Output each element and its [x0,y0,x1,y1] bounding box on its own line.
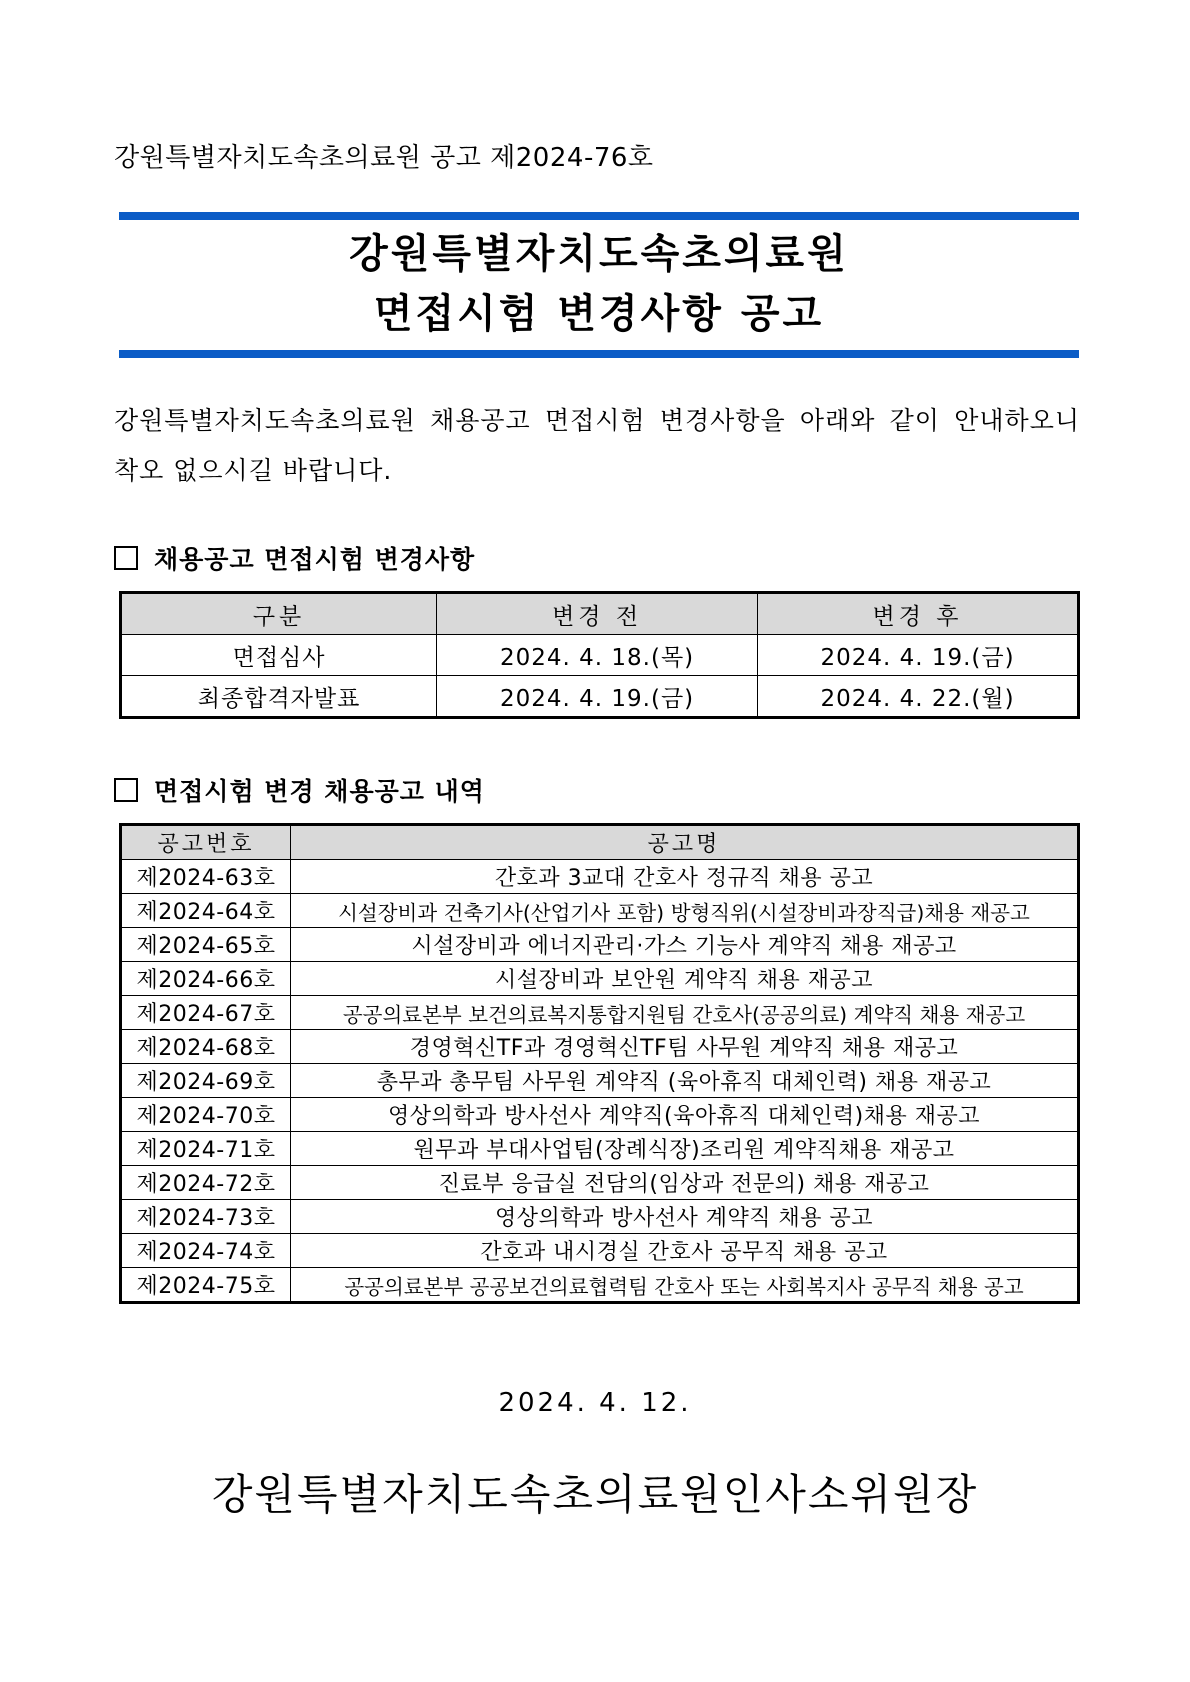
change-cell-after: 2024. 4. 22.(월) [758,676,1079,718]
title-box [119,212,1079,358]
issuing-authority: 강원특별자치도속초의료원인사소위원장 [211,1470,979,1519]
announcement-name: 시설장비과 보안원 계약직 채용 재공고 [291,962,1079,996]
table-row [121,860,1079,894]
title-top-rule [119,212,1079,220]
announcement-name: 영상의학과 방사선사 계약직 채용 공고 [291,1200,1079,1234]
table-row [121,1132,1079,1166]
announcement-name: 간호과 내시경실 간호사 공무직 채용 공고 [291,1234,1079,1268]
announcement-name: 시설장비과 에너지관리·가스 기능사 계약직 채용 재공고 [291,928,1079,962]
table-row [121,962,1079,996]
title-line-2: 면접시험 변경사항 공고 [373,291,825,337]
announcement-name: 공공의료본부 공공보건의료협력팀 간호사 또는 사회복지사 공무직 채용 공고 [291,1268,1079,1303]
intro-paragraph: 강원특별자치도속초의료원 채용공고 면접시험 변경사항을 아래와 같이 안내하오니 착오 없으시길 바랍니다. [114,406,1080,485]
table-row [121,676,1079,718]
change-cell-category: 최종합격자발표 [121,676,437,718]
table-row [121,1166,1079,1200]
change-header-category: 구분 [121,593,437,635]
change-table-header [121,593,1079,635]
announcement-header-number: 공고번호 [121,825,291,860]
announcement-number: 제2024-74호 [121,1234,291,1268]
table-row [121,1098,1079,1132]
change-header-after: 변경 후 [758,593,1079,635]
change-cell-before: 2024. 4. 19.(금) [437,676,758,718]
issue-date: 2024. 4. 12. [498,1388,692,1418]
checkbox-square-icon [114,778,138,802]
announcement-name: 원무과 부대사업팀(장례식장)조리원 계약직채용 재공고 [291,1132,1079,1166]
announcement-name: 공공의료본부 보건의료복지통합지원팀 간호사(공공의료) 계약직 채용 재공고 [291,996,1079,1030]
section-1-heading [114,540,475,576]
announcement-name: 경영혁신TF과 경영혁신TF팀 사무원 계약직 채용 재공고 [291,1030,1079,1064]
announcement-name: 진료부 응급실 전담의(임상과 전문의) 채용 재공고 [291,1166,1079,1200]
table-row [121,996,1079,1030]
table-row [121,1268,1079,1303]
announcement-number: 제2024-70호 [121,1098,291,1132]
page-title [119,220,1079,350]
announcement-number: 제2024-63호 [121,860,291,894]
notice-number: 강원특별자치도속초의료원 공고 제2024-76호 [114,143,654,173]
announcement-header-name: 공고명 [291,825,1079,860]
announcement-name: 간호과 3교대 간호사 정규직 채용 공고 [291,860,1079,894]
section-2-heading [114,772,485,808]
announcement-name: 시설장비과 건축기사(산업기사 포함) 방형직위(시설장비과장직급)채용 재공고 [291,894,1079,928]
table-row [121,635,1079,676]
title-bottom-rule [119,350,1079,358]
announcement-number: 제2024-73호 [121,1200,291,1234]
title-line-1: 강원특별자치도속초의료원 [349,231,849,277]
table-row [121,894,1079,928]
announcement-number: 제2024-66호 [121,962,291,996]
announcement-number: 제2024-75호 [121,1268,291,1303]
announcement-table-header [121,825,1079,860]
change-table [119,591,1080,719]
announcement-number: 제2024-64호 [121,894,291,928]
announcement-number: 제2024-71호 [121,1132,291,1166]
table-row [121,1234,1079,1268]
change-cell-after: 2024. 4. 19.(금) [758,635,1079,676]
table-row [121,1064,1079,1098]
checkbox-square-icon [114,546,138,570]
announcement-number: 제2024-65호 [121,928,291,962]
table-row [121,1200,1079,1234]
announcement-number: 제2024-68호 [121,1030,291,1064]
table-row [121,1030,1079,1064]
announcement-number: 제2024-69호 [121,1064,291,1098]
announcement-name: 영상의학과 방사선사 계약직(육아휴직 대체인력)채용 재공고 [291,1098,1079,1132]
announcement-name: 총무과 총무팀 사무원 계약직 (육아휴직 대체인력) 채용 재공고 [291,1064,1079,1098]
announcement-number: 제2024-67호 [121,996,291,1030]
section-2-heading-text: 면접시험 변경 채용공고 내역 [154,777,485,806]
change-header-before: 변경 전 [437,593,758,635]
change-cell-category: 면접심사 [121,635,437,676]
announcement-number: 제2024-72호 [121,1166,291,1200]
section-1-heading-text: 채용공고 면접시험 변경사항 [154,545,476,574]
announcement-table [119,823,1080,1304]
change-cell-before: 2024. 4. 18.(목) [437,635,758,676]
table-row [121,928,1079,962]
